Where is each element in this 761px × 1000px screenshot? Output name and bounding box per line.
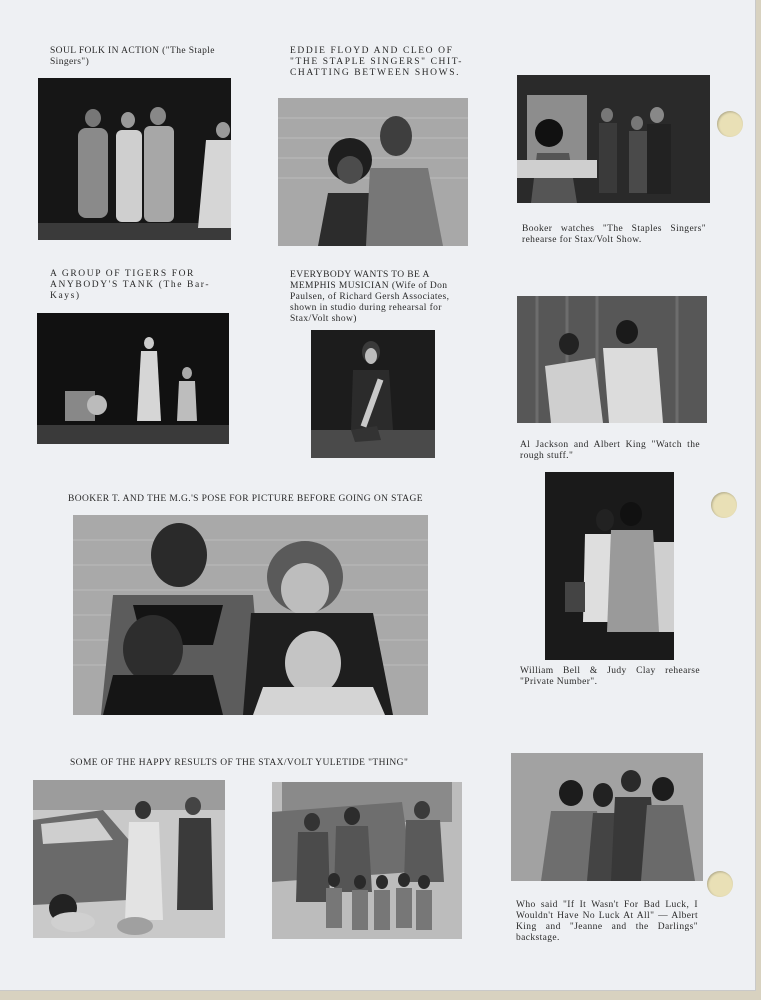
photo-al-jackson-albert-king [517, 296, 707, 423]
binder-hole-top [717, 111, 743, 137]
photo-eddie-floyd-cleo [278, 98, 468, 246]
photo-booker-t-mgs [73, 515, 428, 715]
photo-memphis-musician [311, 330, 435, 458]
caption-al-jackson: Al Jackson and Albert King "Watch the rough stuff." [520, 440, 700, 461]
photo-bar-kays [37, 313, 229, 444]
photo-staple-singers-stage [38, 78, 231, 240]
caption-booker-t-mgs: BOOKER T. AND THE M.G.'S POSE FOR PICTURE BEFORE GOING ON STAGE [68, 494, 423, 504]
caption-soul-folk: SOUL FOLK IN ACTION ("The Staple Singers") [50, 46, 215, 67]
caption-william-bell: William Bell & Judy Clay rehearse "Private Number". [520, 666, 700, 687]
photo-william-bell-judy-clay [545, 472, 674, 660]
caption-everybody-wants: EVERYBODY WANTS TO BE A MEMPHIS MUSICIAN (Wife of Don Paulsen, of Richard Gersh Associates, shown in studio during rehearsal for Stax/Volt show) [290, 270, 450, 324]
caption-booker-watches: Booker watches "The Staples Singers" rehearse for Stax/Volt Show. [522, 224, 706, 245]
photo-yuletide-car [33, 780, 225, 938]
photo-booker-watches-staples [517, 75, 710, 203]
binder-hole-middle [711, 492, 737, 518]
caption-who-said: Who said "If It Wasn't For Bad Luck, I Wouldn't Have No Luck At All" — Albert King and "Jeanne and the Darlings" backstage. [516, 900, 698, 943]
caption-eddie-floyd: EDDIE FLOYD AND CLEO OF "THE STAPLE SINGERS" CHIT-CHATTING BETWEEN SHOWS. [290, 46, 464, 78]
photo-yuletide-group [272, 782, 462, 939]
photo-albert-king-darlings [511, 753, 703, 881]
binder-hole-bottom [707, 871, 733, 897]
caption-happy-results: SOME OF THE HAPPY RESULTS OF THE STAX/VOLT YULETIDE "THING" [70, 758, 409, 768]
caption-group-tigers: A GROUP OF TIGERS FOR ANYBODY'S TANK (The Bar-Kays) [50, 269, 211, 301]
